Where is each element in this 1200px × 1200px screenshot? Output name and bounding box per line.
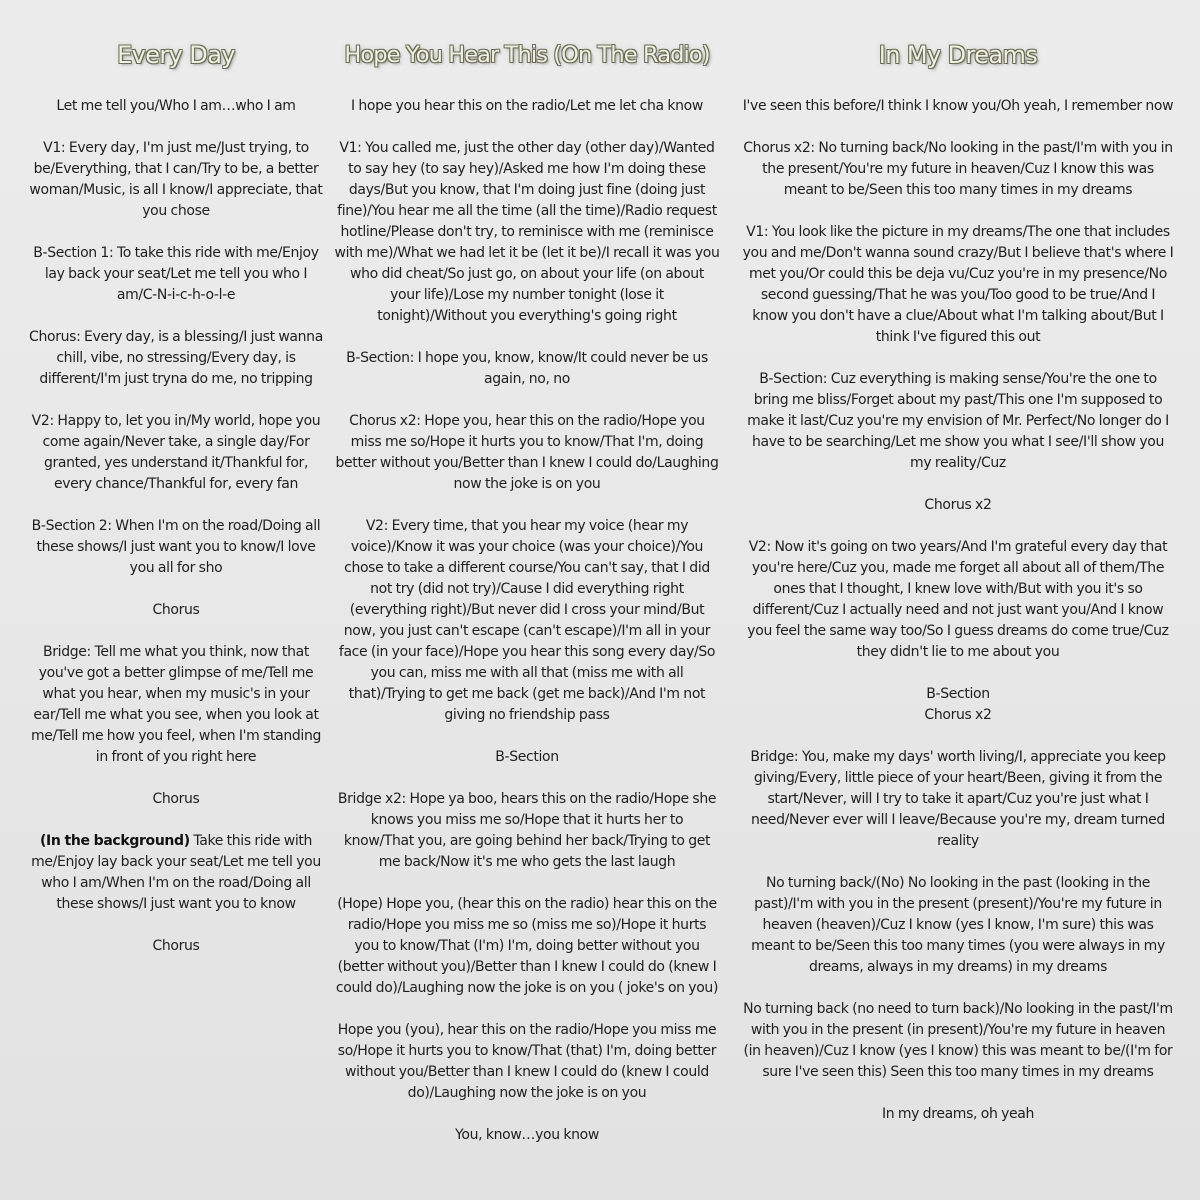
lyric-chorus: Chorus x2: Hope you, hear this on the radio/Hope you miss me so/Hope it hurts you to know/That I'm, doing better without you/Better than I knew I could do/Laughing now the joke is on you [335, 413, 719, 492]
lyric-bridge: Bridge: Tell me what you think, now that you've got a better glimpse of me/Tell me what you hear, when my music's in your ear/Tell me what you see, when you look at me/Tell me how you feel, when I'm standing in front of you right here [30, 644, 322, 765]
lyric-chorus-repeat: Chorus [152, 791, 200, 807]
lyric-chorus: Chorus: Every day, is a blessing/I just wanna chill, vibe, no stressing/Every day, is different/I'm just tryna do me, no tripping [29, 329, 323, 387]
lyric-verse-2: V2: Now it's going on two years/And I'm grateful every day that you're here/Cuz you, made me forget all about all of them/The ones that I thought, I knew love with/But with you it's so different/Cuz I actually need and not just want you/And I know you feel the same way too/So I guess dreams do come true/Cuz they didn't lie to me about you [747, 539, 1169, 660]
lyric-chorus-repeat: Chorus [152, 602, 200, 618]
lyrics-column-every-day [24, 36, 328, 978]
lyric-b-section-repeat: B-Section [926, 686, 990, 702]
song-title-every-day: Every Day [117, 41, 235, 69]
lyric-b-section: B-Section: Cuz everything is making sense/You're the one to bring me bliss/Forget about my past/This one I'm supposed to make it last/Cuz you're my envision of Mr. Perfect/No longer do I have to be searching/Let me show you what I see/I'll show you my reality/Cuz [747, 371, 1169, 471]
song-title-hope-you-hear-this: Hope You Hear This (On The Radio) [344, 42, 710, 68]
lyric-b-section-repeat: B-Section [495, 749, 559, 765]
lyric-verse-2: V2: Happy to, let you in/My world, hope you come again/Never take, a single day/For granted, yes understand it/Thankful for, every chance/Thankful for, every fan [31, 413, 321, 492]
lyric-outro: You, know…you know [455, 1127, 599, 1143]
lyric-verse-1: V1: You called me, just the other day (other day)/Wanted to say hey (to say hey)/Asked me how I'm doing these days/But you know, that I'm doing just fine (doing just fine)/You hear me all the time (all the time)/Radio request hotline/Please don't try, to reminisce with me (reminisce with me)/What we had let it be (let it be)/I recall it was you who did cheat/So just go, on about your life (on about your life)/Lose my number tonight (lose it tonight)/Without you everything's going right [334, 140, 720, 324]
lyric-outro: In my dreams, oh yeah [881, 1106, 1035, 1122]
song-title-in-my-dreams: In My Dreams [878, 41, 1038, 69]
lyric-intro: Let me tell you/Who I am…who I am [56, 98, 296, 114]
lyric-verse-1: V1: You look like the picture in my dreams/The one that includes you and me/Don't wanna sound crazy/But I believe that's where I met you/Or could this be deja vu/Cuz you're in my presence/No second guessing/That he was you/Too good to be true/And I know you don't have a clue/About what I'm talking about/But I think I've figured this out [742, 224, 1174, 345]
lyric-outro-chorus-2: Hope you (you), hear this on the radio/Hope you miss me so/Hope it hurts you to know/That (that) I'm, doing better without you/Better than I knew I could do (knew I could do)/Laughing now the joke is on you [337, 1022, 717, 1101]
lyric-b-section: B-Section: I hope you, know, know/It could never be us again, no, no [346, 350, 708, 387]
lyric-bridge: Bridge x2: Hope ya boo, hears this on the radio/Hope she knows you miss me so/Hope that it hurts her to know/That you, are going behind her back/Trying to get me back/Now it's me who gets the last laugh [337, 791, 717, 870]
lyric-intro: I've seen this before/I think I know you/Oh yeah, I remember now [742, 98, 1174, 114]
lyric-verse-1: V1: Every day, I'm just me/Just trying, to be/Everything, that I can/Try to be, a better woman/Music, is all I know/I appreciate, that you chose [29, 140, 323, 219]
lyric-chorus: Chorus x2: No turning back/No looking in the past/I'm with you in the present/You're my future in heaven/Cuz I know this was meant to be/Seen this too many times in my dreams [743, 140, 1173, 198]
lyric-intro: I hope you hear this on the radio/Let me let cha know [351, 98, 703, 114]
lyric-verse-2: V2: Every time, that you hear my voice (hear my voice)/Know it was your choice (was your choice)/You chose to take a different course/You can't say, that I did not try (did not try)/Cause I did everything right (everything right)/But never did I cross your mind/But now, you just can't escape (can't escape)/I'm all in your face (in your face)/Hope you hear this song every day/So you can, miss me with all that (miss me with all that)/Trying to get me back (get me back)/And I'm not giving no friendship pass [338, 518, 716, 723]
lyrics-column-in-my-dreams [742, 36, 1174, 1146]
lyric-outro-chorus-1: (Hope) Hope you, (hear this on the radio) hear this on the radio/Hope you miss me so (miss me so)/Hope it hurts you to know/That (I'm) I'm, doing better without you (better without you)/Better than I knew I could do (knew I could do)/Laughing now the joke is on you ( joke's on you) [335, 896, 719, 996]
background-label: (In the background) [39, 833, 190, 849]
lyric-bridge: Bridge: You, make my days' worth living/I, appreciate you keep giving/Every, little piece of your heart/Been, giving it from the start/Never, will I try to take it apart/Cuz you're just what I need/Never ever will I leave/Because you're my, dream turned reality [750, 749, 1166, 849]
lyric-chorus-repeat: Chorus [152, 938, 200, 954]
lyric-chorus-repeat: Chorus x2 [924, 707, 992, 723]
lyric-background-section [24, 831, 328, 915]
lyric-b-section-1: B-Section 1: To take this ride with me/Enjoy lay back your seat/Let me tell you who I am/C-N-i-c-h-o-l-e [33, 245, 319, 303]
lyric-chorus-repeat: Chorus x2 [924, 497, 992, 513]
lyrics-column-hope-you-hear-this [334, 36, 720, 1167]
lyric-b-section-2: B-Section 2: When I'm on the road/Doing all these shows/I just want you to know/I love you all for sho [31, 518, 321, 576]
background-lyrics: Take this ride with me/Enjoy lay back your seat/Let me tell you who I am/When I'm on the road/Doing all these shows/I just want you to know [31, 833, 321, 912]
lyric-outro-chorus-1: No turning back/(No) No looking in the past (looking in the past)/I'm with you in the present (present)/You're my future in heaven (heaven)/Cuz I know (yes I know, I'm sure) this was meant to be/Seen this too many times (you were always in my dreams, always in my dreams) in my dreams [751, 875, 1165, 975]
lyric-outro-chorus-2: No turning back (no need to turn back)/No looking in the past/I'm with you in the present (in present)/You're my future in heaven (in heaven)/Cuz I know (yes I know) this was meant to be/(I'm for sure I've seen this) Seen this too many times in my dreams [743, 1001, 1173, 1080]
